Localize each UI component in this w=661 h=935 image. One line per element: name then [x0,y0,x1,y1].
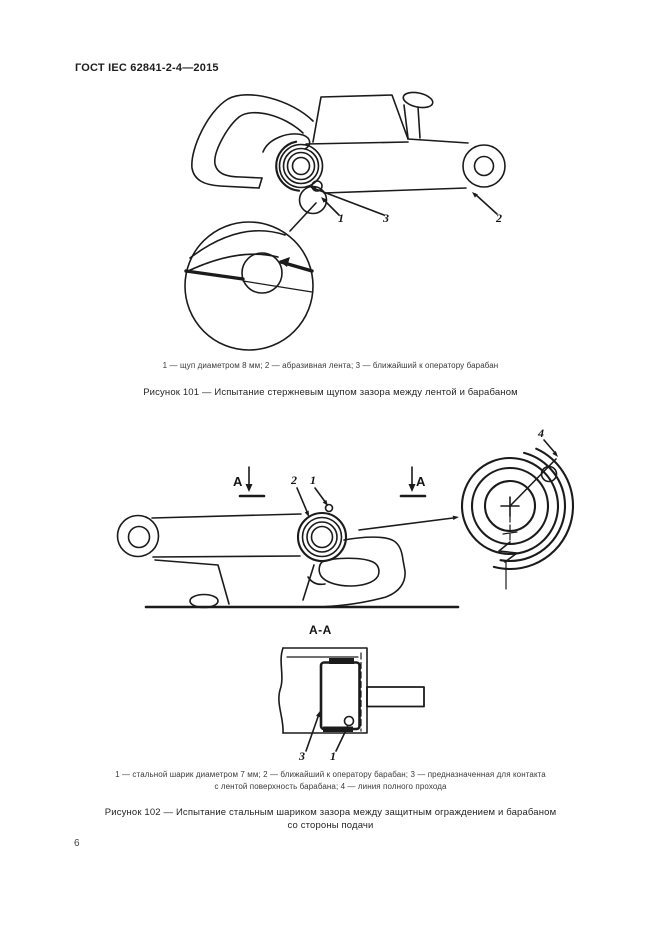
stand-leg [303,565,314,600]
right-drum-bore [475,157,494,176]
front-knob [402,90,434,110]
guard-extension [367,687,424,707]
detail-leader [359,518,453,530]
handle-notch [308,577,325,584]
page-number: 6 [74,838,80,849]
figure-101-title: Рисунок 101 — Испытание стержневым щупом зазора между лентой и барабаном [143,387,518,398]
detail-leader [290,203,316,231]
motor-housing [313,95,408,142]
sander-handle-outline [192,95,313,188]
arrowhead [323,500,328,506]
callout-leader [315,488,326,503]
arrowhead [321,197,327,203]
deck-line [408,139,468,143]
arrowhead [305,511,309,517]
contact-surface-bar [323,727,353,733]
belt-wrap-arc [276,141,326,191]
detail-drum-arc [186,254,278,272]
detail-arrowhead [279,257,290,267]
feed-drum-ring [298,513,346,561]
figure-102-title-line1: Рисунок 102 — Испытание стальным шариком зазора между защитным ограждением и барабаном [104,807,557,818]
detail-circle [185,222,313,350]
figure-102-caption-line1: 1 — стальной шарик диаметром 7 мм; 2 — ближайший к оператору барабан; 3 — предназначенная для контакта [115,770,546,779]
detail-belt-edge [186,271,243,279]
fig101-callout-belt: 2 [496,211,502,225]
detail-gap-line [243,281,312,292]
arrowhead [453,516,459,520]
section-letter-left: А [233,474,243,489]
test-probe [300,187,327,214]
center-tick [503,532,517,534]
callout-leader [297,488,308,514]
drum-section [321,663,360,730]
figure-101-caption: 1 — щуп диаметром 8 мм; 2 — абразивная лента; 3 — ближайший к оператору барабан [162,361,499,370]
arrowhead [343,725,348,731]
right-drum-outer [463,145,505,187]
section-arrowhead [246,484,253,492]
section-a-a-drawing [279,623,424,763]
knob-stem [404,105,420,138]
left-drum-ring [280,145,323,188]
housing-outline [283,648,367,733]
drum-end-ring [472,468,548,544]
figure-102-detail-drawing [447,426,573,589]
fig102-callout-full-pass-line: 4 [538,426,544,440]
arrowhead [310,187,316,191]
left-drum-bore [293,158,310,175]
sander-grip-bump [263,134,310,152]
belt-bottom-line [324,188,466,193]
section-arrowhead [409,484,416,492]
steel-ball [345,717,354,726]
sectionAA-callout-surface: 3 [299,749,305,763]
body-top-line [152,514,301,518]
detail-belt-edge [281,262,312,271]
callout-leader [306,714,319,751]
fig101-callout-probe: 1 [338,211,344,225]
sander-handle-front [259,178,262,188]
left-drum-ring [284,149,319,184]
left-drum-outer [118,516,159,557]
callout-leader [324,200,339,215]
drum-end-ring [462,458,558,554]
fig102-callout-drum: 2 [291,473,297,487]
left-drum-ring [288,153,315,180]
arrowhead [472,192,478,198]
feed-drum-ring [303,518,342,557]
probe-contact-point [312,181,322,191]
stand-foot [190,595,218,608]
body-flange-and-leg [155,560,229,604]
ball-position-dot [326,505,333,512]
figure-102-caption-line2: с лентой поверхность барабана; 4 — линия полного прохода [214,782,447,791]
handle-hole [319,558,379,586]
callout-leader [336,728,347,751]
drum-end-bore [485,481,535,531]
break-zigzag [499,542,517,562]
section-letter-right: А [416,474,426,489]
guard-arc [447,443,573,569]
guard-arc [455,451,565,561]
housing-break-edge [279,648,283,733]
feed-drum-bore [312,527,333,548]
steel-ball [542,467,557,482]
arrowhead [316,711,320,717]
detail-probe [242,253,282,293]
sander-handle-inner [215,113,303,178]
detail-drum-arc [190,231,285,258]
callout-leader [544,440,556,454]
fig101-callout-drum: 3 [383,211,389,225]
figure-102-title-line2: со стороны подачи [287,820,374,831]
arrowhead [552,451,558,457]
left-drum-bore [129,527,150,548]
contact-surface-bar [329,658,354,664]
handle-outline [292,537,405,607]
section-view-label: А-А [309,623,332,637]
fig102-callout-ball: 1 [310,473,316,487]
feed-drum-ring [307,522,337,552]
sectionAA-callout-ball: 1 [330,749,336,763]
callout-leader [475,194,497,214]
callout-leader [313,188,384,215]
figure-101-drawing [185,90,505,350]
page-header-title: ГОСТ IEC 62841-2-4—2015 [75,62,219,74]
figure-102-drawing [118,467,460,608]
body-bottom-line [153,556,300,557]
body-top-line [306,142,408,144]
center-cross [501,497,519,516]
full-pass-diagonal [510,459,556,506]
